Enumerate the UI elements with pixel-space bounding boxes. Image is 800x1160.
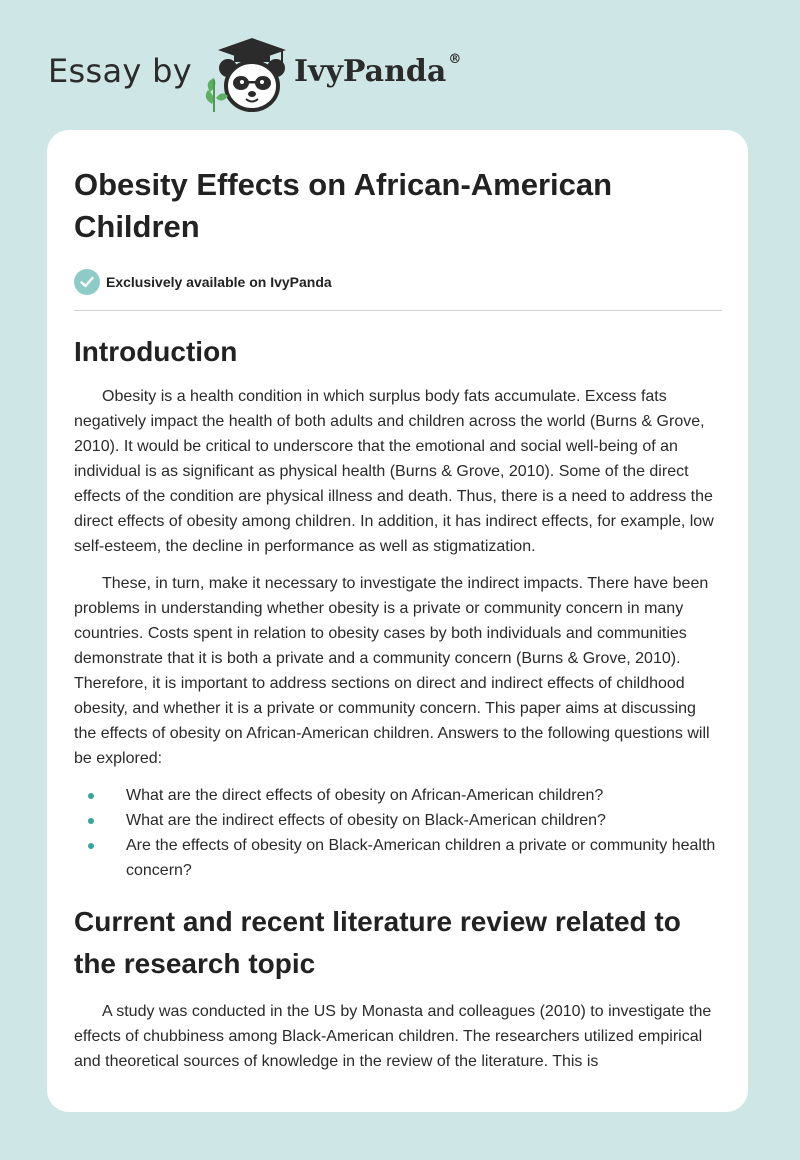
list-item: Are the effects of obesity on Black-American children a private or community health concern? [74,833,722,883]
paragraph: A study was conducted in the US by Monasta and colleagues (2010) to investigate the effects of chubbiness among Black-American children. The researchers utilized empirical and theoretical sources of knowledge in the review of the literature. This is [74,1003,712,1070]
panda-graduate-icon [200,34,292,114]
divider [74,310,722,311]
page-title: Obesity Effects on African-American Children [74,167,613,244]
list-item: What are the direct effects of obesity on African-American children? [74,783,722,808]
bullet-icon [88,843,94,849]
exclusive-notice [74,268,722,296]
list-item: What are the indirect effects of obesity on Black-American children? [74,808,722,833]
research-questions-list [74,783,722,883]
essay-card [47,130,748,1112]
brand-prefix: Essay by [48,52,192,90]
site-brand[interactable] [48,32,508,112]
registered-mark: ® [448,52,462,67]
section-heading-introduction: Introduction [74,336,238,367]
section-heading-literature: Current and recent literature review related to the research topic [74,906,681,979]
bullet-icon [88,793,94,799]
essay-content [74,164,722,1074]
paragraph: Obesity is a health condition in which surplus body fats accumulate. Excess fats negatively impact the health of both adults and children across the world (Burns & Grove, 2010). It would be critical to underscore that the emotional and social well-being of an individual is as significant as physical health (Burns & Grove, 2010). Some of the direct effects of the condition are physical illness and death. Thus, there is a need to address the direct effects of obesity among children. In addition, it has indirect effects, for example, low self-esteem, the decline in performance as well as stigmatization. [74,388,714,555]
paragraph: These, in turn, make it necessary to investigate the indirect impacts. There have been problems in understanding whether obesity is a private or community concern in many countries. Costs spent in relation to obesity cases by both individuals and communities demonstrate that it is both a private and a community concern (Burns & Grove, 2010). Therefore, it is important to address sections on direct and indirect effects of childhood obesity, and whether it is a private or community concern. This paper aims at discussing the effects of obesity on African-American children. Answers to the following questions will be explored: [74,575,710,767]
check-badge-icon [74,269,100,295]
exclusive-label: Exclusively available on IvyPanda [106,274,332,290]
bullet-icon [88,818,94,824]
brand-name: IvyPanda ® [294,52,462,89]
